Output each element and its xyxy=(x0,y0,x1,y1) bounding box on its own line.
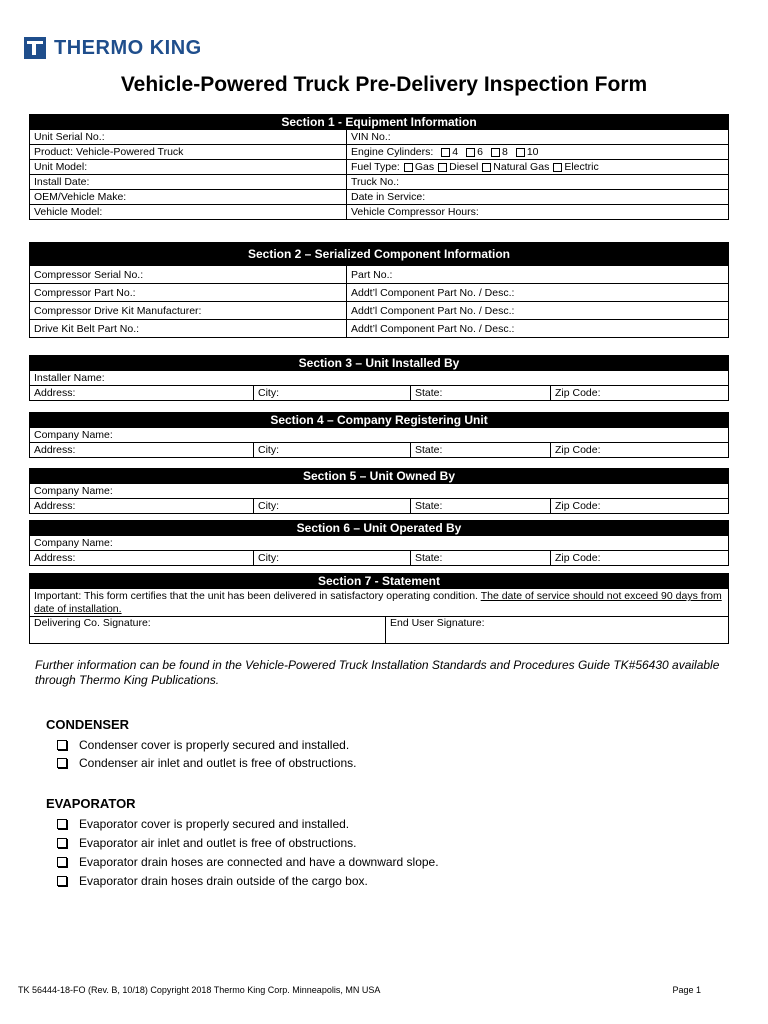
evaporator-checklist-item[interactable] xyxy=(57,855,439,869)
section-5-unit-owned-by xyxy=(29,468,729,514)
checklist-item-label: Evaporator drain hoses drain outside of the cargo box. xyxy=(79,874,368,888)
compressor-part-no-field[interactable]: Compressor Part No.: xyxy=(34,286,136,299)
section-2-serialized-components xyxy=(29,242,729,338)
checkbox-icon[interactable] xyxy=(57,758,67,768)
statement-underlined: The date of service should not exceed 90 days from date of installation. xyxy=(34,590,722,615)
address-field[interactable]: Address: xyxy=(34,444,76,456)
compressor-serial-no-field[interactable]: Compressor Serial No.: xyxy=(34,268,144,281)
delivering-co-signature-field[interactable]: Delivering Co. Signature: xyxy=(34,617,151,629)
vin-no-field[interactable]: VIN No.: xyxy=(346,130,728,144)
section-2-header: Section 2 – Serialized Component Information xyxy=(30,243,728,265)
checkbox-icon[interactable] xyxy=(57,857,67,867)
vehicle-compressor-hours-field[interactable]: Vehicle Compressor Hours: xyxy=(346,205,728,219)
cylinders-8-label: 8 xyxy=(501,146,508,158)
section-4-company-registering-unit xyxy=(29,412,729,458)
fuel-type-field xyxy=(346,160,728,174)
oem-vehicle-make-field[interactable]: OEM/Vehicle Make: xyxy=(34,191,127,203)
section-5-header: Section 5 – Unit Owned By xyxy=(30,469,728,483)
city-field[interactable]: City: xyxy=(253,499,410,513)
cylinders-10-checkbox[interactable] xyxy=(516,148,525,157)
engine-cylinders-label: Engine Cylinders: xyxy=(351,146,434,158)
address-field[interactable]: Address: xyxy=(34,387,76,399)
checkbox-icon[interactable] xyxy=(57,819,67,829)
end-user-signature-field[interactable]: End User Signature: xyxy=(385,617,728,643)
unit-model-field[interactable]: Unit Model: xyxy=(34,161,88,173)
evaporator-checklist-item[interactable] xyxy=(57,874,368,888)
cylinders-10-label: 10 xyxy=(526,146,539,158)
section-6-unit-operated-by xyxy=(29,520,729,566)
fuel-gas-checkbox[interactable] xyxy=(404,163,413,172)
section-6-header: Section 6 – Unit Operated By xyxy=(30,521,728,535)
evaporator-checklist-item[interactable] xyxy=(57,817,349,831)
company-name-field[interactable]: Company Name: xyxy=(34,537,113,549)
addtl-component-2-field[interactable]: Addt’l Component Part No. / Desc.: xyxy=(346,302,728,319)
evaporator-heading: EVAPORATOR xyxy=(46,796,136,811)
condenser-heading: CONDENSER xyxy=(46,717,130,732)
fuel-natural-gas-label: Natural Gas xyxy=(493,161,550,173)
checklist-item-label: Evaporator cover is properly secured and installed. xyxy=(79,817,350,831)
address-field[interactable]: Address: xyxy=(34,500,76,512)
part-no-field[interactable]: Part No.: xyxy=(346,266,728,283)
installer-name-field[interactable]: Installer Name: xyxy=(34,372,105,384)
condenser-checklist-item[interactable] xyxy=(57,756,357,770)
checklist-item-label: Condenser air inlet and outlet is free of obstructions. xyxy=(79,756,357,770)
addtl-component-1-field[interactable]: Addt’l Component Part No. / Desc.: xyxy=(346,284,728,301)
footer-copyright: TK 56444-18-FO (Rev. B, 10/18) Copyright 2018 Thermo King Corp. Minneapolis, MN USA xyxy=(18,985,381,995)
statement-body: Important: This form certifies that the unit has been delivered in satisfactory operating condition. xyxy=(34,590,481,602)
checkbox-icon[interactable] xyxy=(57,876,67,886)
city-field[interactable]: City: xyxy=(253,443,410,457)
zip-code-field[interactable]: Zip Code: xyxy=(550,443,728,457)
form-title: Vehicle-Powered Truck Pre-Delivery Inspection Form xyxy=(120,73,648,96)
thermo-king-logo xyxy=(24,36,202,60)
checklist-item-label: Evaporator air inlet and outlet is free of obstructions. xyxy=(79,836,357,850)
further-information-note: Further information can be found in the Vehicle-Powered Truck Installation Standards and Procedures Guide TK#56430 available through Thermo King Publications. xyxy=(35,658,720,687)
cylinders-4-label: 4 xyxy=(452,146,459,158)
footer-page-number: Page 1 xyxy=(672,985,701,995)
tk-logo-icon xyxy=(24,37,46,59)
city-field[interactable]: City: xyxy=(253,551,410,565)
section-7-header: Section 7 - Statement xyxy=(30,574,728,588)
state-field[interactable]: State: xyxy=(410,551,550,565)
section-1-header: Section 1 - Equipment Information xyxy=(30,115,728,129)
company-name-field[interactable]: Company Name: xyxy=(34,485,113,497)
checkbox-icon[interactable] xyxy=(57,740,67,750)
cylinders-4-checkbox[interactable] xyxy=(441,148,450,157)
addtl-component-3-field[interactable]: Addt’l Component Part No. / Desc.: xyxy=(346,320,728,337)
cylinders-6-label: 6 xyxy=(477,146,483,158)
section-3-header: Section 3 – Unit Installed By xyxy=(30,356,728,370)
drive-kit-belt-part-no-field[interactable]: Drive Kit Belt Part No.: xyxy=(34,322,140,335)
state-field[interactable]: State: xyxy=(410,443,550,457)
checklist-item-label: Condenser cover is properly secured and installed. xyxy=(79,738,350,752)
cylinders-8-checkbox[interactable] xyxy=(491,148,500,157)
vehicle-model-field[interactable]: Vehicle Model: xyxy=(34,206,103,218)
section-4-header: Section 4 – Company Registering Unit xyxy=(30,413,728,427)
drive-kit-manufacturer-field[interactable]: Compressor Drive Kit Manufacturer: xyxy=(34,304,202,317)
checklist-item-label: Evaporator drain hoses are connected and have a downward slope. xyxy=(79,855,439,869)
engine-cylinders-field xyxy=(346,145,728,159)
brand-name: THERMO KING xyxy=(54,36,202,59)
truck-no-field[interactable]: Truck No.: xyxy=(346,175,728,189)
unit-serial-no-field[interactable]: Unit Serial No.: xyxy=(34,131,105,143)
zip-code-field[interactable]: Zip Code: xyxy=(550,551,728,565)
checkbox-icon[interactable] xyxy=(57,838,67,848)
state-field[interactable]: State: xyxy=(410,499,550,513)
section-3-unit-installed-by xyxy=(29,355,729,401)
fuel-electric-checkbox[interactable] xyxy=(553,163,562,172)
statement-text xyxy=(30,588,728,616)
section-7-statement xyxy=(29,573,729,644)
zip-code-field[interactable]: Zip Code: xyxy=(550,499,728,513)
zip-code-field[interactable]: Zip Code: xyxy=(550,386,728,400)
state-field[interactable]: State: xyxy=(410,386,550,400)
cylinders-6-checkbox[interactable] xyxy=(466,148,475,157)
company-name-field[interactable]: Company Name: xyxy=(34,429,113,441)
date-in-service-field[interactable]: Date in Service: xyxy=(346,190,728,204)
fuel-electric-label: Electric xyxy=(564,161,599,173)
city-field[interactable]: City: xyxy=(253,386,410,400)
fuel-type-label: Fuel Type: xyxy=(351,161,400,173)
condenser-checklist-item[interactable] xyxy=(57,738,349,752)
fuel-natural-gas-checkbox[interactable] xyxy=(482,163,491,172)
section-1-equipment-information xyxy=(29,114,729,220)
fuel-gas-label: Gas xyxy=(414,161,435,173)
install-date-field[interactable]: Install Date: xyxy=(34,176,90,188)
fuel-diesel-label: Diesel xyxy=(449,161,479,173)
evaporator-checklist-item[interactable] xyxy=(57,836,356,850)
address-field[interactable]: Address: xyxy=(34,552,76,564)
fuel-diesel-checkbox[interactable] xyxy=(438,163,447,172)
product-field: Product: Vehicle-Powered Truck xyxy=(34,146,184,158)
